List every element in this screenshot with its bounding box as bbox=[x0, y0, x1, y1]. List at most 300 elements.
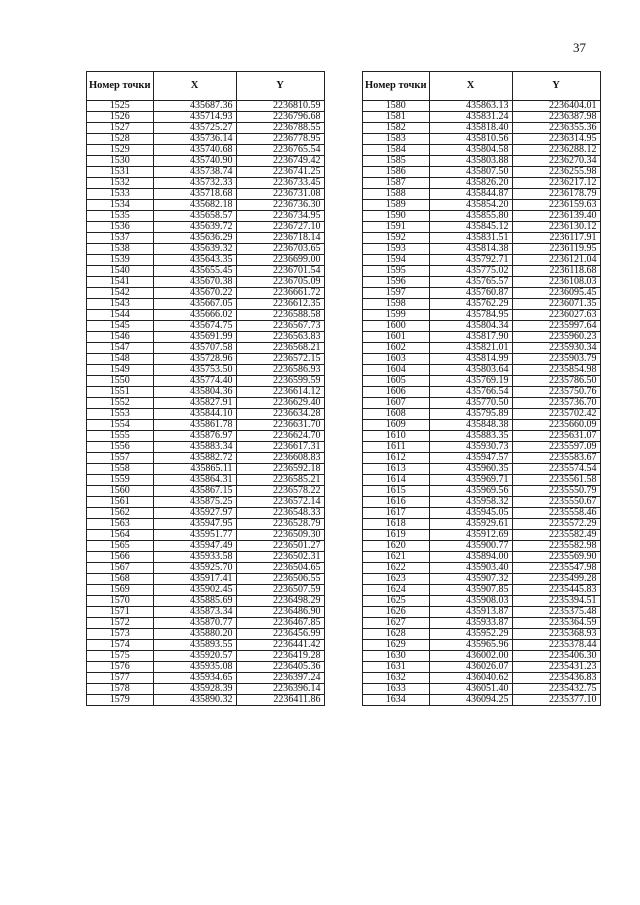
point-number-cell: 1544 bbox=[87, 310, 154, 321]
point-number-cell: 1572 bbox=[87, 618, 154, 629]
y-coordinate-cell: 2236624.70 bbox=[236, 431, 324, 442]
y-coordinate-cell: 2236749.42 bbox=[236, 156, 324, 167]
x-coordinate-cell: 435784.95 bbox=[429, 310, 512, 321]
table-row bbox=[363, 640, 601, 651]
x-coordinate-cell: 435867.15 bbox=[153, 486, 236, 497]
y-coordinate-cell: 2235786.50 bbox=[512, 376, 600, 387]
y-coordinate-cell: 2235378.44 bbox=[512, 640, 600, 651]
x-coordinate-cell: 435844.10 bbox=[153, 409, 236, 420]
y-coordinate-cell: 2236796.68 bbox=[236, 112, 324, 123]
table-header-row bbox=[363, 72, 601, 101]
x-coordinate-cell: 435945.05 bbox=[429, 508, 512, 519]
x-coordinate-cell: 435691.99 bbox=[153, 332, 236, 343]
x-coordinate-cell: 435912.69 bbox=[429, 530, 512, 541]
x-coordinate-cell: 435804.58 bbox=[429, 145, 512, 156]
y-coordinate-cell: 2236592.18 bbox=[236, 464, 324, 475]
y-coordinate-cell: 2235660.09 bbox=[512, 420, 600, 431]
table-row bbox=[87, 497, 325, 508]
y-coordinate-cell: 2236139.40 bbox=[512, 211, 600, 222]
table-row bbox=[87, 321, 325, 332]
y-coordinate-cell: 2236396.14 bbox=[236, 684, 324, 695]
point-number-cell: 1543 bbox=[87, 299, 154, 310]
x-coordinate-cell: 435792.71 bbox=[429, 255, 512, 266]
point-number-cell: 1592 bbox=[363, 233, 430, 244]
point-number-cell: 1583 bbox=[363, 134, 430, 145]
x-coordinate-cell: 435908.03 bbox=[429, 596, 512, 607]
x-coordinate-cell: 435643.35 bbox=[153, 255, 236, 266]
x-coordinate-cell: 435714.93 bbox=[153, 112, 236, 123]
header-x: X bbox=[429, 72, 512, 101]
table-row bbox=[363, 695, 601, 706]
table-row bbox=[363, 101, 601, 112]
point-number-cell: 1534 bbox=[87, 200, 154, 211]
y-coordinate-cell: 2236572.14 bbox=[236, 497, 324, 508]
x-coordinate-cell: 435933.58 bbox=[153, 552, 236, 563]
y-coordinate-cell: 2236486.90 bbox=[236, 607, 324, 618]
table-row bbox=[87, 464, 325, 475]
x-coordinate-cell: 435707.58 bbox=[153, 343, 236, 354]
point-number-cell: 1624 bbox=[363, 585, 430, 596]
point-number-cell: 1580 bbox=[363, 101, 430, 112]
table-row bbox=[363, 332, 601, 343]
table-row bbox=[87, 475, 325, 486]
x-coordinate-cell: 435753.50 bbox=[153, 365, 236, 376]
table-row bbox=[363, 662, 601, 673]
point-number-cell: 1611 bbox=[363, 442, 430, 453]
x-coordinate-cell: 435804.34 bbox=[429, 321, 512, 332]
y-coordinate-cell: 2235750.76 bbox=[512, 387, 600, 398]
table-row bbox=[363, 222, 601, 233]
x-coordinate-cell: 435960.35 bbox=[429, 464, 512, 475]
point-number-cell: 1541 bbox=[87, 277, 154, 288]
table-row bbox=[87, 343, 325, 354]
y-coordinate-cell: 2236504.65 bbox=[236, 563, 324, 574]
table-row bbox=[363, 134, 601, 145]
point-number-cell: 1537 bbox=[87, 233, 154, 244]
y-coordinate-cell: 2236599.59 bbox=[236, 376, 324, 387]
y-coordinate-cell: 2235364.59 bbox=[512, 618, 600, 629]
point-number-cell: 1587 bbox=[363, 178, 430, 189]
y-coordinate-cell: 2235997.64 bbox=[512, 321, 600, 332]
x-coordinate-cell: 435740.90 bbox=[153, 156, 236, 167]
table-row bbox=[87, 156, 325, 167]
x-coordinate-cell: 435732.33 bbox=[153, 178, 236, 189]
x-coordinate-cell: 435765.57 bbox=[429, 277, 512, 288]
x-coordinate-cell: 435831.51 bbox=[429, 233, 512, 244]
x-coordinate-cell: 436002.00 bbox=[429, 651, 512, 662]
x-coordinate-cell: 435965.96 bbox=[429, 640, 512, 651]
table-row bbox=[87, 222, 325, 233]
y-coordinate-cell: 2236703.65 bbox=[236, 244, 324, 255]
x-coordinate-cell: 435947.49 bbox=[153, 541, 236, 552]
table-row bbox=[87, 651, 325, 662]
point-number-cell: 1608 bbox=[363, 409, 430, 420]
point-number-cell: 1629 bbox=[363, 640, 430, 651]
y-coordinate-cell: 2236288.12 bbox=[512, 145, 600, 156]
y-coordinate-cell: 2236119.95 bbox=[512, 244, 600, 255]
coordinates-table-right bbox=[362, 71, 601, 706]
table-row bbox=[363, 409, 601, 420]
table-row bbox=[363, 189, 601, 200]
point-number-cell: 1566 bbox=[87, 552, 154, 563]
y-coordinate-cell: 2236588.58 bbox=[236, 310, 324, 321]
x-coordinate-cell: 436040.62 bbox=[429, 673, 512, 684]
table-row bbox=[363, 629, 601, 640]
x-coordinate-cell: 435775.02 bbox=[429, 266, 512, 277]
x-coordinate-cell: 435666.02 bbox=[153, 310, 236, 321]
x-coordinate-cell: 435873.34 bbox=[153, 607, 236, 618]
point-number-cell: 1628 bbox=[363, 629, 430, 640]
point-number-cell: 1589 bbox=[363, 200, 430, 211]
x-coordinate-cell: 435934.65 bbox=[153, 673, 236, 684]
table-row bbox=[363, 387, 601, 398]
point-number-cell: 1567 bbox=[87, 563, 154, 574]
table-row bbox=[363, 530, 601, 541]
x-coordinate-cell: 435762.29 bbox=[429, 299, 512, 310]
y-coordinate-cell: 2235582.98 bbox=[512, 541, 600, 552]
table-row bbox=[363, 552, 601, 563]
table-row bbox=[87, 618, 325, 629]
point-number-cell: 1556 bbox=[87, 442, 154, 453]
table-row bbox=[363, 233, 601, 244]
table-row bbox=[87, 200, 325, 211]
y-coordinate-cell: 2236617.31 bbox=[236, 442, 324, 453]
point-number-cell: 1627 bbox=[363, 618, 430, 629]
table-row bbox=[363, 299, 601, 310]
y-coordinate-cell: 2236027.63 bbox=[512, 310, 600, 321]
point-number-cell: 1558 bbox=[87, 464, 154, 475]
x-coordinate-cell: 435952.29 bbox=[429, 629, 512, 640]
x-coordinate-cell: 435885.69 bbox=[153, 596, 236, 607]
table-row bbox=[87, 541, 325, 552]
point-number-cell: 1555 bbox=[87, 431, 154, 442]
x-coordinate-cell: 435900.77 bbox=[429, 541, 512, 552]
point-number-cell: 1554 bbox=[87, 420, 154, 431]
table-row bbox=[87, 134, 325, 145]
y-coordinate-cell: 2236548.33 bbox=[236, 508, 324, 519]
point-number-cell: 1604 bbox=[363, 365, 430, 376]
y-coordinate-cell: 2236501.27 bbox=[236, 541, 324, 552]
x-coordinate-cell: 435736.14 bbox=[153, 134, 236, 145]
point-number-cell: 1633 bbox=[363, 684, 430, 695]
y-coordinate-cell: 2236585.21 bbox=[236, 475, 324, 486]
y-coordinate-cell: 2236509.30 bbox=[236, 530, 324, 541]
table-row bbox=[363, 420, 601, 431]
point-number-cell: 1603 bbox=[363, 354, 430, 365]
point-number-cell: 1618 bbox=[363, 519, 430, 530]
table-row bbox=[87, 233, 325, 244]
header-point-number: Номер точки bbox=[363, 72, 430, 101]
point-number-cell: 1535 bbox=[87, 211, 154, 222]
y-coordinate-cell: 2235569.90 bbox=[512, 552, 600, 563]
x-coordinate-cell: 435770.50 bbox=[429, 398, 512, 409]
table-row bbox=[87, 398, 325, 409]
y-coordinate-cell: 2236405.36 bbox=[236, 662, 324, 673]
point-number-cell: 1551 bbox=[87, 387, 154, 398]
table-row bbox=[87, 453, 325, 464]
table-row bbox=[363, 486, 601, 497]
header-y: Y bbox=[512, 72, 600, 101]
y-coordinate-cell: 2235375.48 bbox=[512, 607, 600, 618]
point-number-cell: 1593 bbox=[363, 244, 430, 255]
x-coordinate-cell: 435827.91 bbox=[153, 398, 236, 409]
x-coordinate-cell: 435875.25 bbox=[153, 497, 236, 508]
point-number-cell: 1630 bbox=[363, 651, 430, 662]
point-number-cell: 1622 bbox=[363, 563, 430, 574]
table-row bbox=[87, 145, 325, 156]
point-number-cell: 1546 bbox=[87, 332, 154, 343]
x-coordinate-cell: 435928.39 bbox=[153, 684, 236, 695]
table-row bbox=[87, 629, 325, 640]
table-body-left bbox=[87, 101, 325, 706]
point-number-cell: 1542 bbox=[87, 288, 154, 299]
x-coordinate-cell: 435804.36 bbox=[153, 387, 236, 398]
table-row bbox=[363, 354, 601, 365]
table-row bbox=[363, 321, 601, 332]
y-coordinate-cell: 2236736.30 bbox=[236, 200, 324, 211]
table-row bbox=[363, 211, 601, 222]
table-row bbox=[87, 288, 325, 299]
table-row bbox=[87, 486, 325, 497]
point-number-cell: 1547 bbox=[87, 343, 154, 354]
y-coordinate-cell: 2236314.95 bbox=[512, 134, 600, 145]
x-coordinate-cell: 435917.41 bbox=[153, 574, 236, 585]
x-coordinate-cell: 435774.40 bbox=[153, 376, 236, 387]
x-coordinate-cell: 435890.32 bbox=[153, 695, 236, 706]
x-coordinate-cell: 436094.25 bbox=[429, 695, 512, 706]
y-coordinate-cell: 2235736.70 bbox=[512, 398, 600, 409]
table-row bbox=[363, 431, 601, 442]
y-coordinate-cell: 2236108.03 bbox=[512, 277, 600, 288]
table-row bbox=[87, 508, 325, 519]
y-coordinate-cell: 2236634.28 bbox=[236, 409, 324, 420]
table-row bbox=[363, 596, 601, 607]
x-coordinate-cell: 435766.54 bbox=[429, 387, 512, 398]
table-row bbox=[363, 519, 601, 530]
x-coordinate-cell: 435667.05 bbox=[153, 299, 236, 310]
x-coordinate-cell: 435930.73 bbox=[429, 442, 512, 453]
point-number-cell: 1616 bbox=[363, 497, 430, 508]
x-coordinate-cell: 435682.18 bbox=[153, 200, 236, 211]
table-row bbox=[87, 354, 325, 365]
y-coordinate-cell: 2235702.42 bbox=[512, 409, 600, 420]
table-row bbox=[87, 409, 325, 420]
x-coordinate-cell: 435803.88 bbox=[429, 156, 512, 167]
table-row bbox=[87, 552, 325, 563]
x-coordinate-cell: 435848.38 bbox=[429, 420, 512, 431]
table-row bbox=[87, 376, 325, 387]
y-coordinate-cell: 2235572.29 bbox=[512, 519, 600, 530]
x-coordinate-cell: 435903.40 bbox=[429, 563, 512, 574]
point-number-cell: 1613 bbox=[363, 464, 430, 475]
table-row bbox=[87, 574, 325, 585]
table-row bbox=[363, 167, 601, 178]
y-coordinate-cell: 2235432.75 bbox=[512, 684, 600, 695]
table-row bbox=[363, 574, 601, 585]
x-coordinate-cell: 435826.20 bbox=[429, 178, 512, 189]
point-number-cell: 1631 bbox=[363, 662, 430, 673]
point-number-cell: 1602 bbox=[363, 343, 430, 354]
x-coordinate-cell: 435893.55 bbox=[153, 640, 236, 651]
point-number-cell: 1561 bbox=[87, 497, 154, 508]
x-coordinate-cell: 435814.99 bbox=[429, 354, 512, 365]
x-coordinate-cell: 435740.68 bbox=[153, 145, 236, 156]
table-row bbox=[87, 101, 325, 112]
table-row bbox=[363, 123, 601, 134]
point-number-cell: 1584 bbox=[363, 145, 430, 156]
table-row bbox=[87, 266, 325, 277]
x-coordinate-cell: 436026.07 bbox=[429, 662, 512, 673]
point-number-cell: 1620 bbox=[363, 541, 430, 552]
point-number-cell: 1562 bbox=[87, 508, 154, 519]
point-number-cell: 1536 bbox=[87, 222, 154, 233]
y-coordinate-cell: 2235597.09 bbox=[512, 442, 600, 453]
x-coordinate-cell: 435880.20 bbox=[153, 629, 236, 640]
x-coordinate-cell: 435845.12 bbox=[429, 222, 512, 233]
y-coordinate-cell: 2235550.79 bbox=[512, 486, 600, 497]
x-coordinate-cell: 435725.27 bbox=[153, 123, 236, 134]
table-row bbox=[87, 673, 325, 684]
y-coordinate-cell: 2235394.51 bbox=[512, 596, 600, 607]
table-row bbox=[363, 145, 601, 156]
y-coordinate-cell: 2236255.98 bbox=[512, 167, 600, 178]
y-coordinate-cell: 2236441.42 bbox=[236, 640, 324, 651]
y-coordinate-cell: 2236778.95 bbox=[236, 134, 324, 145]
table-row bbox=[87, 387, 325, 398]
y-coordinate-cell: 2236734.95 bbox=[236, 211, 324, 222]
point-number-cell: 1532 bbox=[87, 178, 154, 189]
y-coordinate-cell: 2236411.86 bbox=[236, 695, 324, 706]
table-row bbox=[87, 299, 325, 310]
table-row bbox=[363, 156, 601, 167]
x-coordinate-cell: 435861.78 bbox=[153, 420, 236, 431]
point-number-cell: 1609 bbox=[363, 420, 430, 431]
y-coordinate-cell: 2236578.22 bbox=[236, 486, 324, 497]
point-number-cell: 1626 bbox=[363, 607, 430, 618]
x-coordinate-cell: 435958.32 bbox=[429, 497, 512, 508]
x-coordinate-cell: 435894.00 bbox=[429, 552, 512, 563]
x-coordinate-cell: 435854.20 bbox=[429, 200, 512, 211]
x-coordinate-cell: 435935.08 bbox=[153, 662, 236, 673]
table-row bbox=[363, 343, 601, 354]
x-coordinate-cell: 435925.70 bbox=[153, 563, 236, 574]
x-coordinate-cell: 435883.35 bbox=[429, 431, 512, 442]
x-coordinate-cell: 435670.38 bbox=[153, 277, 236, 288]
point-number-cell: 1576 bbox=[87, 662, 154, 673]
table-row bbox=[363, 585, 601, 596]
y-coordinate-cell: 2235547.98 bbox=[512, 563, 600, 574]
x-coordinate-cell: 435718.68 bbox=[153, 189, 236, 200]
x-coordinate-cell: 435876.97 bbox=[153, 431, 236, 442]
y-coordinate-cell: 2236404.01 bbox=[512, 101, 600, 112]
x-coordinate-cell: 435803.64 bbox=[429, 365, 512, 376]
y-coordinate-cell: 2236498.29 bbox=[236, 596, 324, 607]
point-number-cell: 1525 bbox=[87, 101, 154, 112]
x-coordinate-cell: 435728.96 bbox=[153, 354, 236, 365]
y-coordinate-cell: 2236661.72 bbox=[236, 288, 324, 299]
y-coordinate-cell: 2236117.91 bbox=[512, 233, 600, 244]
y-coordinate-cell: 2236568.21 bbox=[236, 343, 324, 354]
point-number-cell: 1559 bbox=[87, 475, 154, 486]
table-row bbox=[363, 255, 601, 266]
point-number-cell: 1540 bbox=[87, 266, 154, 277]
y-coordinate-cell: 2236765.54 bbox=[236, 145, 324, 156]
point-number-cell: 1586 bbox=[363, 167, 430, 178]
x-coordinate-cell: 435947.95 bbox=[153, 519, 236, 530]
point-number-cell: 1601 bbox=[363, 332, 430, 343]
table-row bbox=[363, 310, 601, 321]
table-row bbox=[363, 541, 601, 552]
x-coordinate-cell: 435870.77 bbox=[153, 618, 236, 629]
point-number-cell: 1610 bbox=[363, 431, 430, 442]
table-row bbox=[363, 497, 601, 508]
header-x: X bbox=[153, 72, 236, 101]
y-coordinate-cell: 2236608.83 bbox=[236, 453, 324, 464]
y-coordinate-cell: 2236467.85 bbox=[236, 618, 324, 629]
x-coordinate-cell: 435639.32 bbox=[153, 244, 236, 255]
table-row bbox=[363, 244, 601, 255]
coordinates-table-left bbox=[86, 71, 325, 706]
point-number-cell: 1632 bbox=[363, 673, 430, 684]
page-number: 37 bbox=[573, 40, 586, 55]
table-row bbox=[87, 442, 325, 453]
y-coordinate-cell: 2236130.12 bbox=[512, 222, 600, 233]
x-coordinate-cell: 435951.77 bbox=[153, 530, 236, 541]
x-coordinate-cell: 435807.50 bbox=[429, 167, 512, 178]
point-number-cell: 1571 bbox=[87, 607, 154, 618]
y-coordinate-cell: 2235960.23 bbox=[512, 332, 600, 343]
x-coordinate-cell: 435810.56 bbox=[429, 134, 512, 145]
x-coordinate-cell: 435933.87 bbox=[429, 618, 512, 629]
point-number-cell: 1550 bbox=[87, 376, 154, 387]
point-number-cell: 1530 bbox=[87, 156, 154, 167]
table-row bbox=[87, 684, 325, 695]
table-row bbox=[87, 563, 325, 574]
y-coordinate-cell: 2235368.93 bbox=[512, 629, 600, 640]
point-number-cell: 1625 bbox=[363, 596, 430, 607]
y-coordinate-cell: 2236810.59 bbox=[236, 101, 324, 112]
y-coordinate-cell: 2236121.04 bbox=[512, 255, 600, 266]
table-row bbox=[87, 662, 325, 673]
y-coordinate-cell: 2235631.07 bbox=[512, 431, 600, 442]
point-number-cell: 1569 bbox=[87, 585, 154, 596]
y-coordinate-cell: 2235574.54 bbox=[512, 464, 600, 475]
table-row bbox=[363, 365, 601, 376]
table-row bbox=[363, 475, 601, 486]
x-coordinate-cell: 435927.97 bbox=[153, 508, 236, 519]
point-number-cell: 1548 bbox=[87, 354, 154, 365]
x-coordinate-cell: 436051.40 bbox=[429, 684, 512, 695]
y-coordinate-cell: 2236095.45 bbox=[512, 288, 600, 299]
x-coordinate-cell: 435929.61 bbox=[429, 519, 512, 530]
table-row bbox=[363, 277, 601, 288]
point-number-cell: 1539 bbox=[87, 255, 154, 266]
table-header-row bbox=[87, 72, 325, 101]
table-row bbox=[87, 596, 325, 607]
y-coordinate-cell: 2236507.59 bbox=[236, 585, 324, 596]
y-coordinate-cell: 2236629.40 bbox=[236, 398, 324, 409]
y-coordinate-cell: 2236733.45 bbox=[236, 178, 324, 189]
point-number-cell: 1621 bbox=[363, 552, 430, 563]
x-coordinate-cell: 435636.29 bbox=[153, 233, 236, 244]
y-coordinate-cell: 2235550.67 bbox=[512, 497, 600, 508]
y-coordinate-cell: 2235582.49 bbox=[512, 530, 600, 541]
point-number-cell: 1591 bbox=[363, 222, 430, 233]
table-row bbox=[363, 376, 601, 387]
x-coordinate-cell: 435902.45 bbox=[153, 585, 236, 596]
y-coordinate-cell: 2235377.10 bbox=[512, 695, 600, 706]
x-coordinate-cell: 435738.74 bbox=[153, 167, 236, 178]
